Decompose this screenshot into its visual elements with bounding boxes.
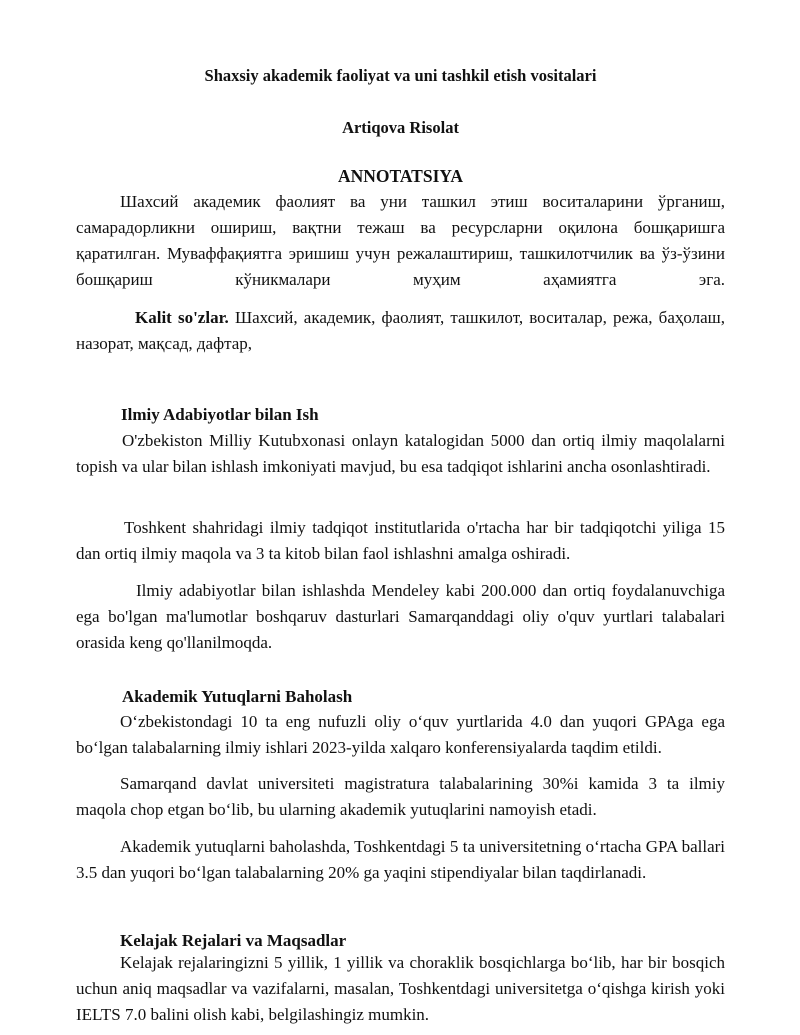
section-paragraph: O‘zbekistondagi 10 ta eng nufuzli oliy o‘quv yurtlarida 4.0 dan yuqori GPAga ega bo‘lgan talabalarning ilmiy ishlari 2023-yilda xalqaro konferensiyalarda taqdim etildi. <box>76 712 725 757</box>
section-paragraph: Ilmiy adabiyotlar bilan ishlashda Mendeley kabi 200.000 dan ortiq foydalanuvchiga ega bo'lgan ma'lumotlar boshqaruv dasturlari Samarqanddagi oliy o'quv yurtlari talabalari orasida keng qo'llanilmoqda. <box>76 581 725 652</box>
keywords-paragraph <box>76 305 725 357</box>
section-paragraph: Akademik yutuqlarni baholashda, Toshkentdagi 5 ta universitetning o‘rtacha GPA ballari 3.5 dan yuqori bo‘lgan talabalarning 20% ga yaqini stipendiyalar bilan taqdirlanadi. <box>76 837 725 882</box>
keywords-text: Шахсий, академик, фаолият, ташкилот, воситалар, режа, баҳолаш, назорат, мақсад, дафтар, <box>76 308 726 353</box>
section-heading-future-plans: Kelajak Rejalari va Maqsadlar <box>120 931 347 950</box>
annotation-heading: ANNOTATSIYA <box>337 166 464 186</box>
section-paragraph: Samarqand davlat universiteti magistratura talabalarining 30%i kamida 3 ta ilmiy maqola chop etgan bo‘lib, bu ularning akademik yutuqlarini namoyish etadi. <box>76 774 725 819</box>
keywords-label: Kalit so'zlar. <box>135 308 229 327</box>
section-paragraph: Kelajak rejalaringizni 5 yillik, 1 yillik va choraklik bosqichlarga bo‘lib, har bir bosqich uchun aniq maqsadlar va vazifalarni, masalan, Toshkentdagi universitetga o‘qishga kirish yoki IELTS 7.0 balini olish kabi, belgilashingiz mumkin. <box>76 953 725 1024</box>
annotation-paragraph: Шахсий академик фаолият ва уни ташкил этиш воситаларини ўрганиш, самарадорликни ошириш, вақтни тежаш ва ресурсларни оқилона бошқаришга қаратилган. Муваффақиятга эришиш учун режалаштириш, ташкилотчилик ва ўз-ўзини бошқариш кўникмалари муҳим аҳамиятга эга. <box>76 192 725 289</box>
document-title: Shaxsiy akademik faoliyat va uni tashkil etish vositalari <box>204 66 597 85</box>
section-heading-achievements: Akademik Yutuqlarni Baholash <box>122 687 353 706</box>
section-paragraph: O'zbekiston Milliy Kutubxonasi onlayn katalogidan 5000 dan ortiq ilmiy maqolalarni topish va ular bilan ishlash imkoniyati mavjud, bu esa tadqiqot ishlarini ancha osonlashtiradi. <box>76 431 725 476</box>
author-name: Artiqova Risolat <box>342 118 459 137</box>
section-paragraph: Toshkent shahridagi ilmiy tadqiqot institutlarida o'rtacha har bir tadqiqotchi yiliga 15 dan ortiq ilmiy maqola va 3 ta kitob bilan faol ishlashni amalga oshiradi. <box>76 518 725 563</box>
section-heading-literature: Ilmiy Adabiyotlar bilan Ish <box>121 405 319 424</box>
